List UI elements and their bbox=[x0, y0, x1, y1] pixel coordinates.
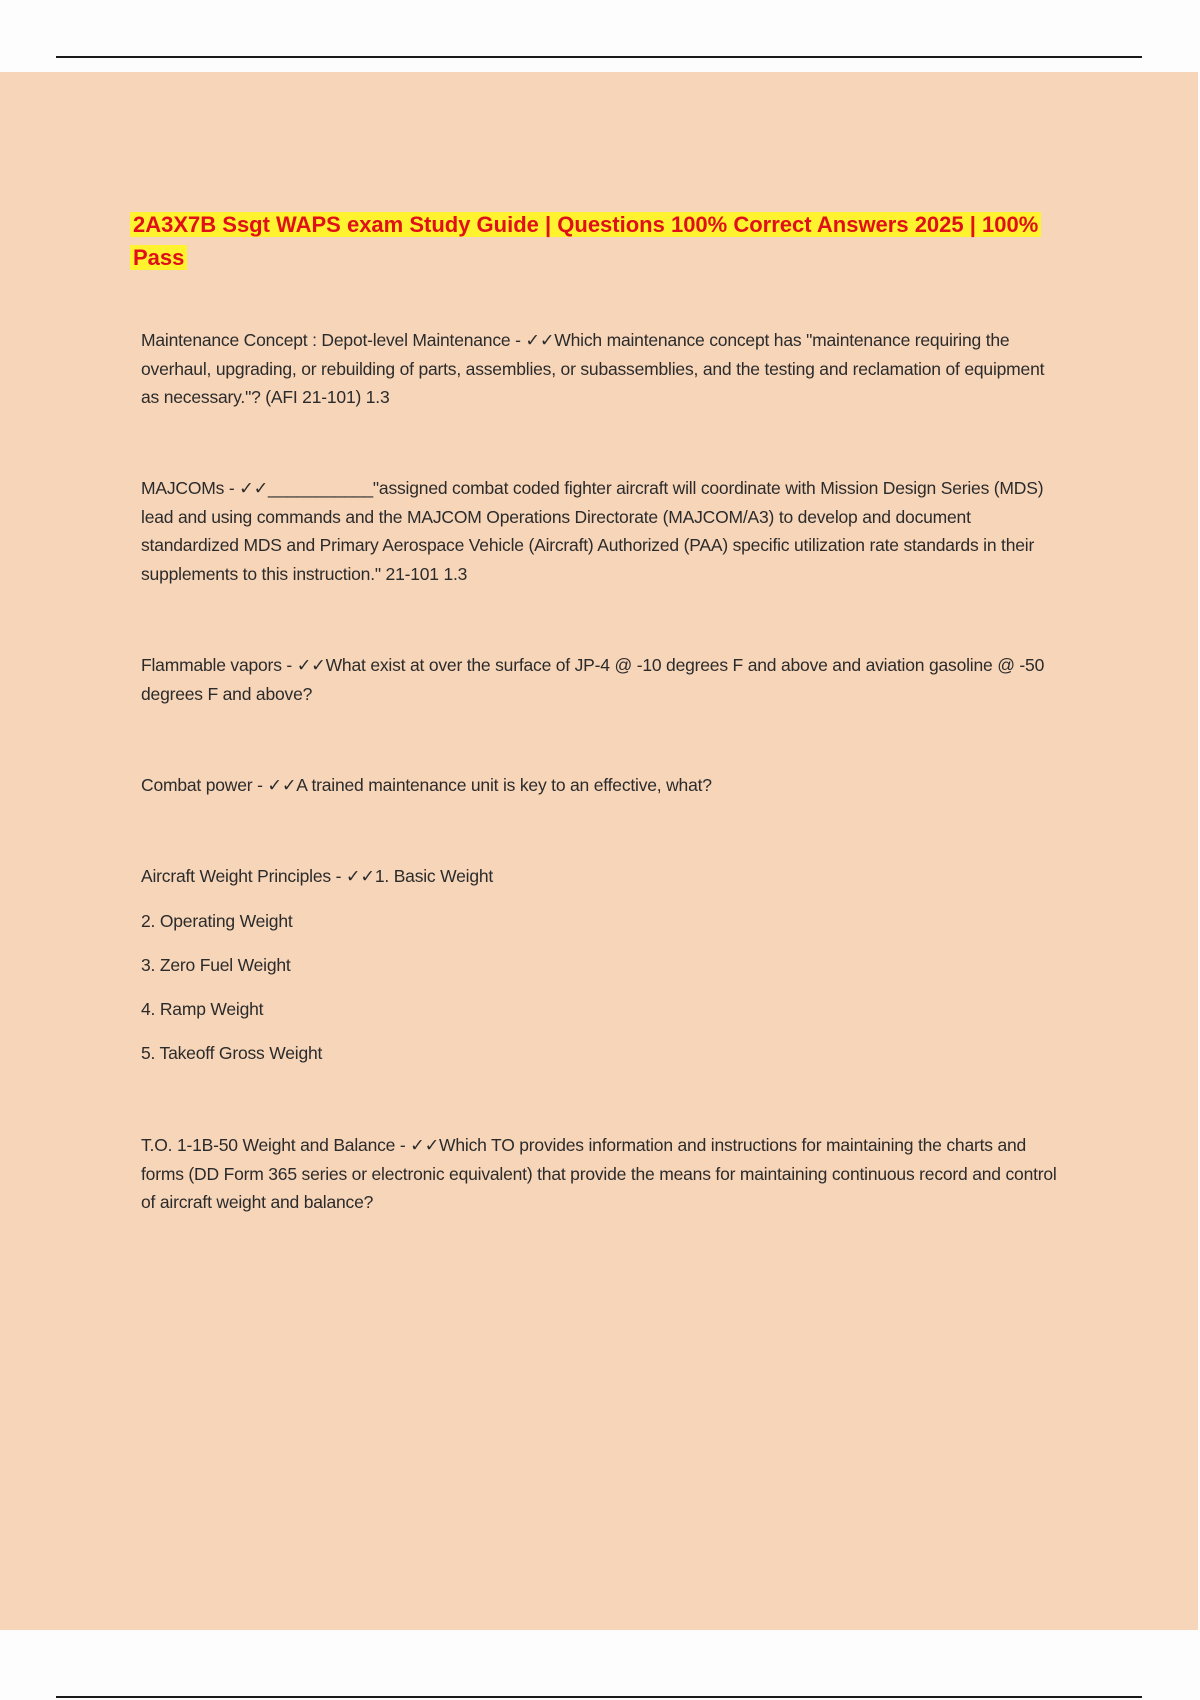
entry-combat-power: Combat power - ✓✓A trained maintenance unit is key to an effective, what? bbox=[141, 775, 712, 795]
footer-rule bbox=[56, 1696, 1142, 1698]
title-highlight: 2A3X7B Ssgt WAPS exam Study Guide | Questions 100% Correct Answers 2025 | 100% Pass bbox=[130, 212, 1041, 270]
page-background bbox=[0, 72, 1198, 1630]
entry-maintenance-concept: Maintenance Concept : Depot-level Maintenance - ✓✓Which maintenance concept has "maintenance requiring the overhaul, upgrading, or rebuilding of parts, assemblies, or subassemblies, and the testing and reclamation of equipment as necessary."? (AFI 21-101) 1.3 bbox=[141, 330, 1045, 407]
header-rule bbox=[56, 56, 1142, 58]
document-title bbox=[130, 208, 1060, 274]
entry-aircraft-weight-principles: Aircraft Weight Principles - ✓✓1. Basic Weight bbox=[141, 866, 494, 886]
list-item: 2. Operating Weight bbox=[141, 911, 293, 931]
list-item: 4. Ramp Weight bbox=[141, 999, 264, 1019]
entry-flammable-vapors: Flammable vapors - ✓✓What exist at over the surface of JP-4 @ -10 degrees F and above and aviation gasoline @ -50 degrees F and above? bbox=[141, 655, 1045, 704]
list-item: 5. Takeoff Gross Weight bbox=[141, 1043, 323, 1063]
entry-majcoms: MAJCOMs - ✓✓___________"assigned combat coded fighter aircraft will coordinate with Mission Design Series (MDS) lead and using commands and the MAJCOM Operations Directorate (MAJCOM/A3) to develop and document standardized MDS and Primary Aerospace Vehicle (Aircraft) Authorized (PAA) specific utilization rate standards in their supplements to this instruction." 21-101 1.3 bbox=[141, 478, 1044, 584]
list-item: 3. Zero Fuel Weight bbox=[141, 955, 291, 975]
entry-weight-and-balance: T.O. 1-1B-50 Weight and Balance - ✓✓Which TO provides information and instructions for maintaining the charts and forms (DD Form 365 series or electronic equivalent) that provide the means for maintaining continuous record and control of aircraft weight and balance? bbox=[141, 1135, 1057, 1212]
